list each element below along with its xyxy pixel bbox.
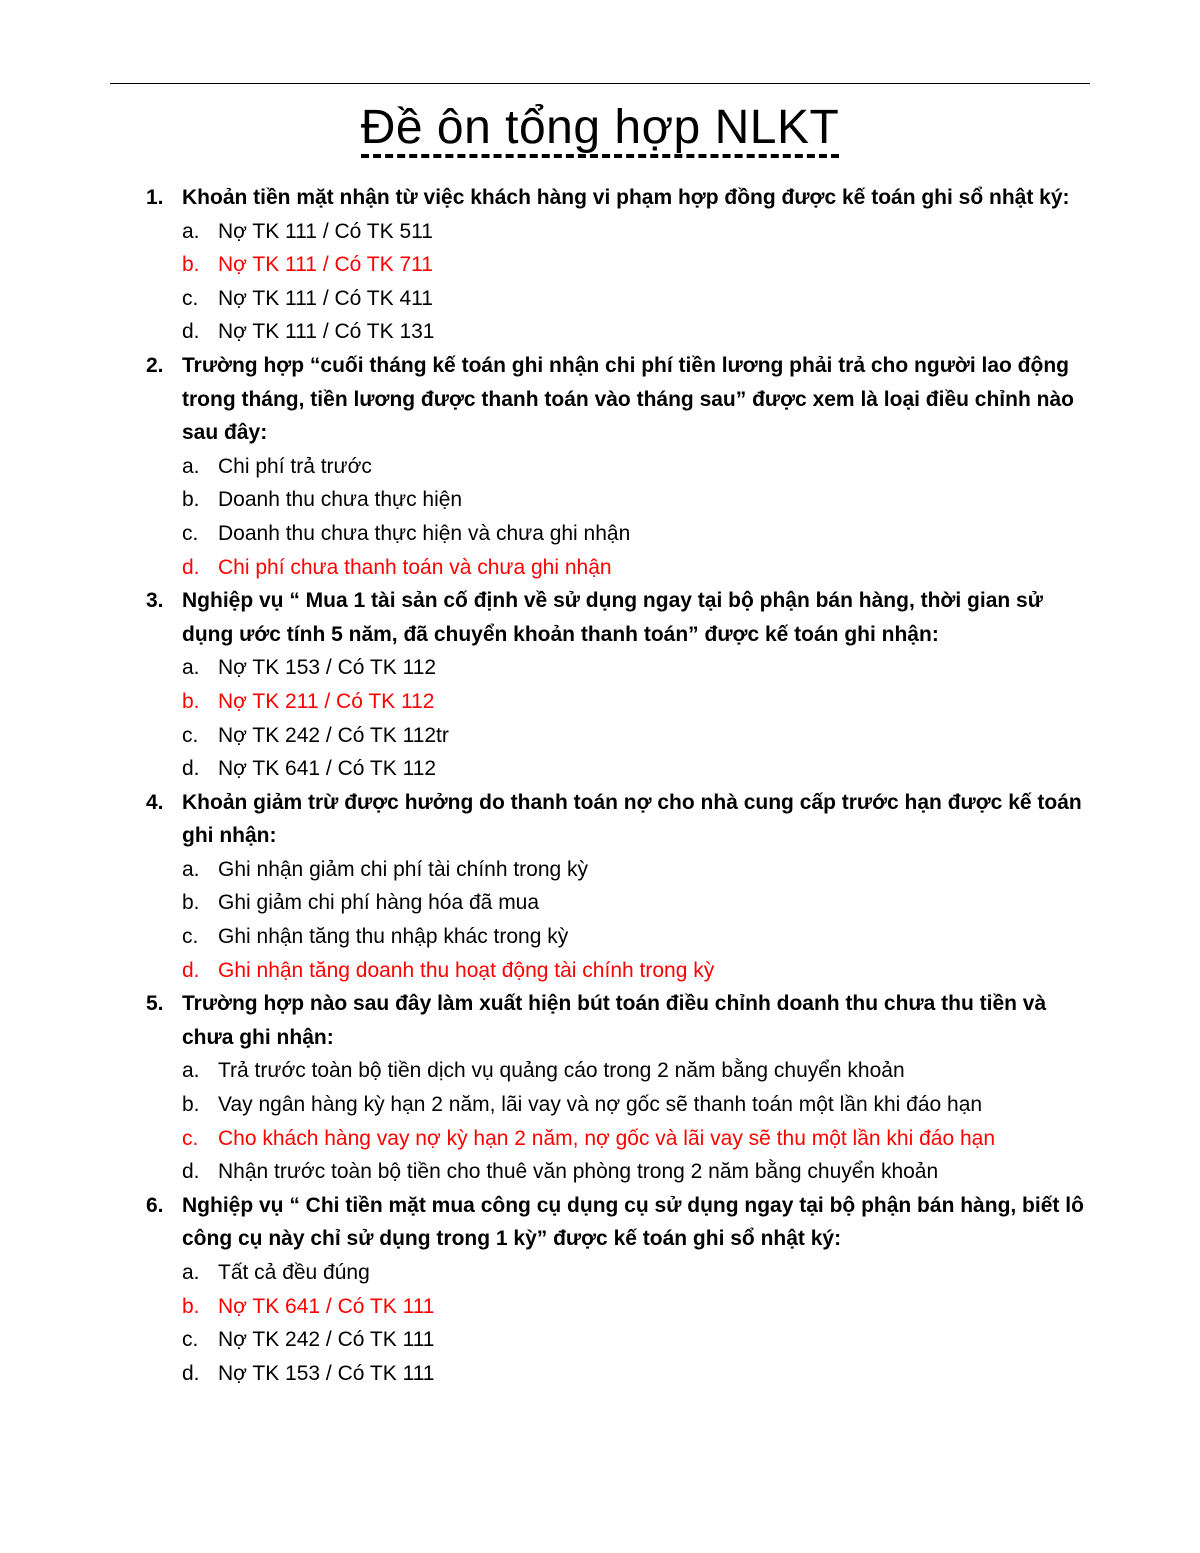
answer-option [182,651,1086,685]
option-text: Trả trước toàn bộ tiền dịch vụ quảng cáo trong 2 năm bằng chuyển khoản [218,1059,905,1083]
option-list [146,1054,1086,1188]
option-text: Chi phí chưa thanh toán và chưa ghi nhận [218,555,612,579]
option-letter: c. [182,286,199,310]
page-title-wrapper [0,98,1200,158]
option-letter: c. [182,521,199,545]
option-letter: d. [182,555,200,579]
answer-option [182,1088,1086,1122]
question-number: 3. [146,589,164,613]
option-text: Nợ TK 111 / Có TK 411 [218,286,433,310]
answer-option [182,1357,1086,1391]
option-letter: d. [182,958,200,982]
option-letter: b. [182,1093,200,1117]
option-letter: c. [182,1126,199,1150]
option-text: Nợ TK 111 / Có TK 131 [218,320,435,344]
option-text: Doanh thu chưa thực hiện và chưa ghi nhận [218,521,631,545]
option-letter: c. [182,925,199,949]
question-text: Nghiệp vụ “ Chi tiền mặt mua công cụ dụng cụ sử dụng ngay tại bộ phận bán hàng, biết lô công cụ này chỉ sử dụng trong 1 kỳ” được kế toán ghi sổ nhật ký: [182,1193,1084,1251]
option-letter: a. [182,1059,200,1083]
answer-option-correct [182,248,1086,282]
answer-option-correct [182,954,1086,988]
option-letter: a. [182,1261,200,1284]
answer-option [182,752,1086,786]
option-text: Nợ TK 153 / Có TK 111 [218,1361,435,1385]
question-number: 2. [146,353,164,377]
question-item [146,584,1086,786]
question-text: Khoản tiền mặt nhận từ việc khách hàng vi phạm hợp đồng được kế toán ghi sổ nhật ký: [182,186,1070,209]
question-item [146,987,1086,1189]
option-text: Nợ TK 242 / Có TK 112tr [218,723,449,747]
option-list [146,450,1086,584]
answer-option [182,853,1086,887]
answer-option-correct [182,685,1086,719]
option-text: Ghi nhận tăng doanh thu hoạt động tài chính trong kỳ [218,958,715,982]
answer-option [182,215,1086,249]
question-text: Trường hợp nào sau đây làm xuất hiện bút toán điều chỉnh doanh thu chưa thu tiền và chưa ghi nhận: [182,992,1047,1049]
question-number: 4. [146,790,164,814]
option-letter: a. [182,857,200,881]
answer-option [182,1155,1086,1189]
option-letter: d. [182,1160,200,1184]
answer-option [182,450,1086,484]
option-letter: b. [182,1294,200,1318]
answer-option [182,886,1086,920]
option-letter: a. [182,656,200,680]
option-text: Nợ TK 641 / Có TK 111 [218,1294,435,1318]
option-text: Ghi giảm chi phí hàng hóa đã mua [218,891,540,915]
option-text: Cho khách hàng vay nợ kỳ hạn 2 năm, nợ gốc và lãi vay sẽ thu một lần khi đáo hạn [218,1126,995,1150]
option-letter: b. [182,689,200,713]
option-letter: c. [182,723,199,747]
option-letter: d. [182,320,200,344]
option-text: Ghi nhận tăng thu nhập khác trong kỳ [218,925,569,949]
question-text: Trường hợp “cuối tháng kế toán ghi nhận chi phí tiền lương phải trả cho người lao động trong tháng, tiền lương được thanh toán vào tháng sau” được xem là loại điều chỉnh nào sau đây: [182,353,1074,445]
answer-option [182,920,1086,954]
option-text: Nợ TK 111 / Có TK 511 [218,219,433,243]
option-list [146,215,1086,349]
option-text: Vay ngân hàng kỳ hạn 2 năm, lãi vay và nợ gốc sẽ thanh toán một lần khi đáo hạn [218,1093,983,1117]
answer-option [182,1323,1086,1357]
answer-option [182,1054,1086,1088]
option-letter: b. [182,891,200,915]
option-text: Tất cả đều đúng [218,1261,370,1284]
option-letter: d. [182,1361,200,1385]
option-text: Nợ TK 111 / Có TK 711 [218,253,433,277]
option-list [146,853,1086,987]
option-letter: a. [182,454,200,478]
option-text: Nợ TK 211 / Có TK 112 [218,689,435,713]
question-item [146,786,1086,988]
option-letter: a. [182,219,200,243]
question-number: 1. [146,186,164,209]
option-list [146,1256,1086,1390]
option-text: Chi phí trả trước [218,454,372,478]
option-text: Doanh thu chưa thực hiện [218,488,463,512]
option-letter: c. [182,1328,199,1352]
answer-option [182,1256,1086,1290]
question-item [146,1189,1086,1391]
option-text: Nợ TK 641 / Có TK 112 [218,757,437,781]
option-letter: b. [182,253,200,277]
option-text: Nợ TK 153 / Có TK 112 [218,656,437,680]
answer-option-correct [182,1122,1086,1156]
option-letter: d. [182,757,200,781]
option-text: Nhận trước toàn bộ tiền cho thuê văn phòng trong 2 năm bằng chuyển khoản [218,1160,939,1184]
question-item [146,181,1086,349]
question-list [146,181,1086,1390]
option-text: Nợ TK 242 / Có TK 111 [218,1328,435,1352]
question-number: 6. [146,1193,164,1217]
question-text: Nghiệp vụ “ Mua 1 tài sản cố định về sử dụng ngay tại bộ phận bán hàng, thời gian sử dụng ước tính 5 năm, đã chuyển khoản thanh toán” được kế toán ghi nhận: [182,589,1043,646]
question-item [146,349,1086,584]
page-title: Đề ôn tổng hợp NLKT [361,102,840,158]
answer-option [182,315,1086,349]
option-list [146,651,1086,785]
answer-option-correct [182,551,1086,585]
answer-option [182,282,1086,316]
option-text: Ghi nhận giảm chi phí tài chính trong kỳ [218,857,589,881]
answer-option [182,719,1086,753]
option-letter: b. [182,488,200,512]
answer-option-correct [182,1290,1086,1324]
header-rule [110,83,1090,84]
answer-option [182,483,1086,517]
question-number: 5. [146,992,164,1016]
answer-option [182,517,1086,551]
question-text: Khoản giảm trừ được hưởng do thanh toán nợ cho nhà cung cấp trước hạn được kế toán ghi nhận: [182,790,1082,848]
